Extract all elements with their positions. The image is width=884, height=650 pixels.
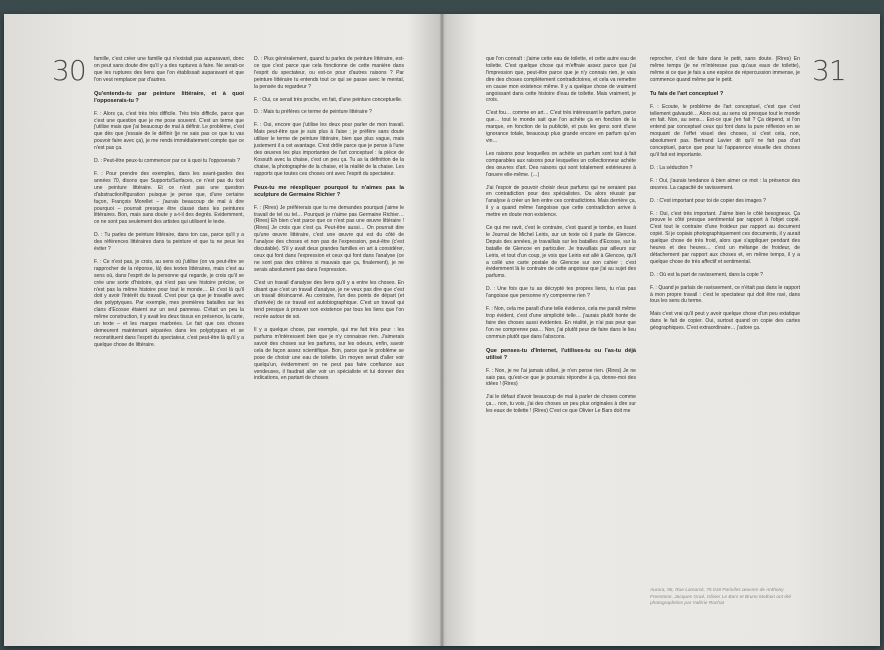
- paragraph: D. : Où est la part de ravissement, dans la copie ?: [650, 271, 763, 278]
- paragraph: F. : Oui, j'aurais tendance à bien aimer ce mot : la présence des œuvres. La capacité de ravissement.: [650, 177, 800, 191]
- paragraph: D. : Une fois que tu as décrypté tes propres liens, tu n'as pas l'angoisse que personne n'y comprenne rien ?: [486, 286, 636, 300]
- page-number-left: 30: [52, 54, 86, 87]
- paragraph: F. : Pour prendre des exemples, dans les avant-gardes des années 70, disons que Supports/Surfaces, ce n'est pas du tout une peinture littéraire. Et ce n'est pas une question d'abstraction/figuration puisque je pense que, d'une certaine façon, François Morellet – j'aurais beaucoup de mal à dire pourquoi – pourrait presque être classé dans les peintures littéraires. Bon, mais sans doute y a-t-il des degrés. Evidemment, ce ne sont pas seulement des artistes qui utilisent le texte.: [94, 170, 244, 226]
- paragraph: F. : (Rires) Je préférerais que tu me demandes pourquoi j'aime le travail de tel ou tel… Pourquoi je n'aime pas Germaine Richier… (Rires) Eh bien c'est parce que ce n'est pas une œuvre littéraire ! (Rires) Je crois que c'est ça. Peut-être aussi… On pourrait dire qu'une œuvre littéraire, c'est une œuvre qui est du côté de l'analyse des choses et non pas de l'expression, peut-être (c'est discutable). S'il y avait deux grandes familles en art à considérer, ceux qui font dans l'expression et ceux qui font dans l'analyse (ce ne sont pas des critères si mauvais que ça, finalement), je ne serais absolument pas dans l'expression.: [254, 204, 404, 273]
- paragraph: F. : Non, cela me paraît d'une telle évidence, cela me paraît même trop évident, c'est d'une simplicité telle… j'aurais plutôt honte de faire des choses aussi évidentes. En réalité, je n'ai pas peur que l'on ne comprenne pas… Non, j'ai plutôt peur de faire dans le lieu commun plutôt que dans l'abscons.: [486, 306, 636, 340]
- paragraph: D. : Tu parles de peinture littéraire, dans ton cas, parce qu'il y a des références littéraires dans ta peinture et que tu ne peux les éviter ?: [94, 232, 244, 253]
- paragraph: F. : Oui, c'est très important. J'aime bien le côté besogneux. Ça prouve le côté presque sentimental par rapport à l'objet copié. C'est tout le contraire d'une froideur par rapport au document copié. Si je copiais photographiquement ces documents, il y aurait quelque chose de très froid, alors que s'appliquer pendant des heures et des heures… c'est un mélange de froideur, de détachement par rapport aux choses et, en même temps, il y a quelque chose de très affectif et sentimental.: [650, 210, 800, 265]
- paragraph: F. : Non, je ne l'ai jamais utilisé, je n'en pense rien. (Rires) Je ne sais pas, qu'est-ce que je pourrais répondre à ça, donne-moi des idées ! (Rires): [486, 367, 636, 388]
- paragraph: D. : Mais tu préfères ce terme de peinture littéraire ?: [254, 109, 372, 116]
- interview-question: Peux-tu me réexpliquer pourquoi tu n'aimes pas la sculpture de Germaine Richier ?: [254, 184, 404, 198]
- photo-credit-caption: Aurora, 96, Rue Lamarck, 75 018 Paris/les œuvres de Anthony Freestone, Jacques Grué, Olivier Le Bars et Bruno Mathon ont été photographiées par Valérie Rochat: [650, 588, 792, 607]
- paragraph: Il y a quelque chose, par exemple, qui me fait très peur : les parfums m'intéressent bien que je n'y connaisse rien. J'aimerais savoir des choses sur les parfums, sur les odeurs, enfin, savoir cela de façon assez scientifique. Bon, parce que le problème se pose de choisir une eau de toilette. Un moyen serait d'aller voir quelqu'un, évidemment on ne peut pas faire confiance aux vendeuses, il faudrait aller voir un spécialiste et lui donner des indications, en partant de choses: [254, 327, 404, 382]
- paragraph: F. : Ce n'est pas, je crois, au sens où j'utilise (on va peut-être se rapprocher de la réponse, là) des textes littéraires, mais c'est au sens où, dans l'esprit de la personne qui regarde, je crois qu'il se crée une sorte d'histoire, qui n'est pas une histoire précise, ce n'est pas la même histoire pour tout le monde… Et c'est là qu'il doit y avoir l'intérêt du travail. C'est pour ça que je travaille avec des polyptyques. Par exemple, mes premières batailles sur les clans d'Ecosse étaient sur un seul panneau. C'était un peu la même construction, il y avait les deux tissus en présence, la carte, un texte – et les marges marbrées. Le fait que ces choses demeurent maintenant séparées dans les polyptyques et se reconstituent dans l'esprit du spectateur, c'est peut-être là qu'il y a quelque chose de littéraire.: [94, 258, 244, 348]
- paragraph: D. : C'est important pour toi de copier des images ?: [650, 197, 766, 204]
- paragraph: J'ai l'espoir de pouvoir choisir deux parfums qui ne seraient pas en contradiction pour des spécialistes. Ou alors réussir par l'analyse à créer un lien entre ces contradictions. Mais derrière ça, il y a quand même l'angoisse que cette contradiction arrive à mettre en doute mon existence.: [486, 184, 636, 219]
- paragraph: C'est un travail d'analyse des liens qu'il y a entre les choses. En disant que c'est un travail d'analyse, je ne veux pas dire que c'est un travail désincarné. Au contraire, l'un des points de départ (et d'arrivée) de ce travail est autobiographique. C'est un travail qui tend presque à prouver son existence par tous les liens que l'on recrée autour de soi.: [254, 279, 404, 321]
- text-column-2: [254, 56, 404, 388]
- text-column-4: [650, 56, 800, 338]
- page-number-right: 31: [812, 54, 846, 87]
- paragraph: F. : Oui, encore que j'utilise les deux pour parler de mon travail. Mais peut-être que je suis plus à l'aise ; je préfère sans doute utiliser le terme de peinture littéraire, bien que plus vague, mais justement il a cet avantage. C'est drôle parce que je pense à l'une des œuvres les plus importantes de l'art conceptuel : la pièce de Kossuth avec la chaise, c'est un peu ça. Tu as la définition de la chaise, la photographie de la chaise, et la réalité de la chaise. Les rapports que toutes ces choses ont avec l'esprit du spectateur.: [254, 122, 404, 177]
- text-column-3: [486, 56, 636, 421]
- interview-question: Tu fais de l'art conceptuel ?: [650, 90, 724, 97]
- interview-question: Qu'entends-tu par peinture littéraire, et à quoi l'opposerais-tu ?: [94, 90, 244, 104]
- magazine-spread: [4, 14, 880, 646]
- paragraph: D. : Plus généralement, quand tu parles de peinture littéraire, est-ce que c'est parce que cela fonctionne de cette manière dans l'esprit du spectateur, ou est-ce pour d'autres raisons ? Par peinture littéraire tu entends tout ce qui se passe avec le mental, la pensée du regardeur ?: [254, 56, 404, 90]
- paragraph: famille, c'est créer une famille qui n'existait pas auparavant, donc on peut sans doute dire qu'il y a des ruptures à faire. Ne serait-ce que les ruptures des liens que l'on établissait auparavant et que l'on veut remplacer par d'autres.: [94, 56, 244, 83]
- text-column-1: [94, 56, 244, 355]
- paragraph: D. : Peut-être peux-tu commencer par ce à quoi tu l'opposerais ?: [94, 158, 240, 165]
- paragraph: F. : Quand je parlais de ravissement, ce n'était pas dans le rapport à mon propre travail : c'est le spectateur qui doit être ravi, dans tous les sens du terme.: [650, 284, 800, 305]
- paragraph: reprocher, c'est de faire dans le petit, sans doute. (Rires) En même temps (je ne m'intéresse pas qu'aux eaux de toilette), même si ce que je fais a une espèce de répercussion immense, je commence quand même par le petit.: [650, 56, 800, 83]
- paragraph: F. : Ecoute, le problème de l'art conceptuel, c'est que c'est tellement galvaudé… Alors oui, au sens où presque tout le monde en fait. Non, au sens… Est-ce que j'en fait ? Ça dépend, si l'on entend par conceptuel ceux qui font dans la pure réflexion en se moquant de l'effet visuel des choses, si c'est cela, non, absolument pas. Bertrand Lavier dit qu'il ne fait pas d'art conceptuel, parce que pour lui l'apparence visuelle des choses qu'il fait est importante.: [650, 103, 800, 158]
- paragraph: J'ai le défaut d'avoir beaucoup de mal à parler de choses comme ça… non, tu vois, j'ai des choses un peu plus originales à dire sur les eaux de toilette ! (Rires) C'est ce que Olivier Le Bars doit me: [486, 394, 636, 415]
- paragraph: Les raisons pour lesquelles on achète un parfum sont tout à fait comparables aux raisons pour lesquelles un collectionneur achète des œuvres d'art. Des raisons qui sont totalement extérieures à l'œuvre elle-même. (…): [486, 150, 636, 178]
- paragraph: D. : La séduction ?: [650, 164, 693, 171]
- interview-question: Que penses-tu d'Internet, l'utilises-tu ou l'as-tu déjà utilisé ?: [486, 347, 636, 361]
- paragraph: C'est fou… comme en art… C'est très intéressant le parfum, parce que… tout le monde sait que l'on achète ça en fonction de la marque, en fonction de la publicité, et puis les gens sont d'une ignorance totale, beaucoup plus grande encore en parfum qu'en vin…: [486, 110, 637, 144]
- paragraph: Mais c'est vrai qu'il peut y avoir quelque chose d'un peu extatique dans le fait de copier. Oui, surtout quand on copie des cartes géographiques. C'est extraordinaire… j'adore ça.: [650, 311, 800, 332]
- paragraph: Ce qui me ravit, c'est le contraire, c'est quand je tombe, en lisant le Journal de Michel Leiris, sur un texte où il parle de Glencoe. Depuis des années, je travaillais sur les batailles d'Ecosse, sur la bataille de Glencoe en particulier. Je travaillais par ailleurs sur Leiris, et tout d'un coup, je vois que Leiris est allé à Glencoe, qu'il a collé une carte postale de Glencoe sur son cahier ; c'est évidemment là le contraire de cette angoisse que j'ai au sujet des parfums.: [486, 225, 636, 280]
- paragraph: F. : Alors ça, c'est très très difficile. Très très difficile, parce que c'est une question que je me pose souvent. C'est un terme que j'utilise mais que j'ai beaucoup de mal à définir. Le problème, c'est que dès que j'essaie de le définir (je ne sais pas ce que tu vas pouvoir faire avec ça), je me rends immédiatement compte que ce n'est pas ça.: [94, 110, 244, 152]
- paragraph: que l'on connaît : j'aime cette eau de toilette, et cette autre eau de toilette. C'est quelque chose qui m'effraie assez parce que j'ai l'impression que, peut-être parce que je n'y connais rien, je vais dire des choses complètement contradictoires, et cela va remettre en cause mon existence même. Il y a quelque chose de vraiment angoissant dans cette histoire d'eau de toilette. Mais vraiment, je crois.: [486, 56, 636, 104]
- paragraph: F. : Oui, ce serait très proche, en fait, d'une peinture conceptuelle.: [254, 96, 403, 103]
